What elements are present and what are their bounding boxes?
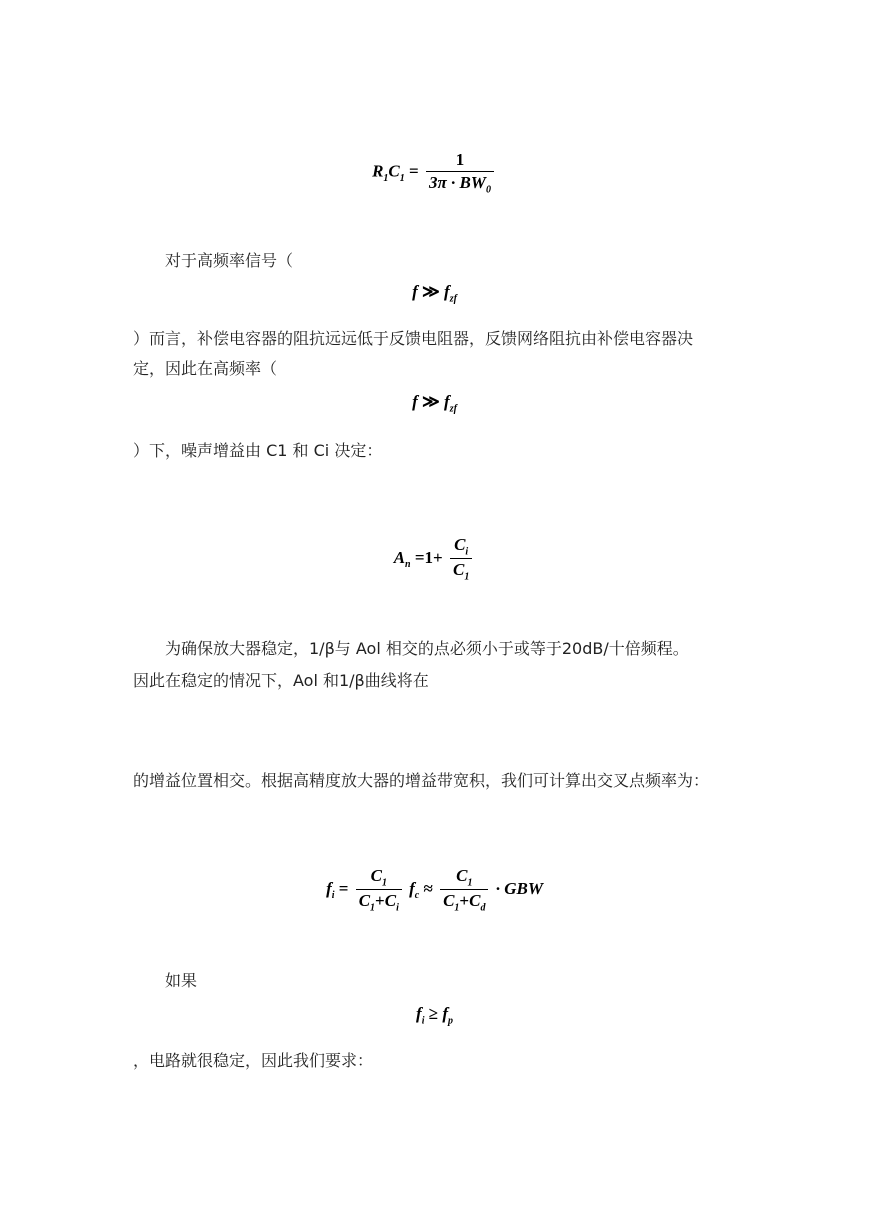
paragraph-7: ，电路就很稳定，因此我们要求：	[133, 1051, 374, 1070]
paragraph-5: 的增益位置相交。根据高精度放大器的增益带宽积，我们可计算出交叉点频率为：	[133, 771, 710, 790]
equation-fi-geq-fp	[0, 1004, 869, 1026]
eq4-a: A	[393, 547, 406, 567]
paragraph-4-line-2: 因此在稳定的情况下，Aol 和1/β曲线将在	[133, 671, 429, 690]
eq5-numerator-2	[440, 866, 488, 890]
eq2-f: f	[412, 282, 418, 301]
eq2-op: ≫	[421, 282, 440, 301]
eq5-numerator-1	[356, 866, 402, 890]
eq5-den2-b: C	[469, 891, 481, 911]
eq5-fc: f	[409, 878, 415, 898]
eq5-num1: C	[370, 866, 382, 885]
paragraph-3: ）下，噪声增益由 C1 和 Ci 决定：	[133, 441, 383, 460]
equation-r1c1	[0, 150, 869, 195]
eq5-den2-a: C	[443, 891, 455, 911]
eq5-den1-a: C	[358, 891, 371, 911]
eq5-den2-plus: +	[459, 891, 470, 911]
eq4-den: C	[452, 560, 465, 580]
equation-crossover-frequency	[0, 866, 869, 914]
eq1-denominator	[426, 172, 494, 195]
eq4-numerator	[450, 535, 472, 559]
eq3-f2: f	[444, 392, 450, 411]
eq4-a-sub: n	[405, 559, 411, 571]
paragraph-1: 对于高频率信号（	[165, 251, 294, 270]
eq1-c: C	[388, 161, 400, 181]
eq4-denominator	[450, 559, 472, 582]
eq5-den1-b: C	[384, 891, 397, 911]
paragraph-2-line-1: ）而言，补偿电容器的阻抗远远低于反馈电阻器，反馈网络阻抗由补偿电容器决	[133, 329, 694, 348]
eq4-num: C	[454, 535, 466, 554]
eq5-approx: ≈	[423, 878, 433, 898]
eq1-numerator: 1	[426, 150, 494, 172]
eq5-denominator-2	[440, 890, 488, 913]
eq5-den1-b-sub: i	[396, 902, 399, 914]
equation-f-much-greater-1	[0, 282, 869, 304]
eq1-fraction	[426, 150, 494, 195]
eq6-f2-sub: p	[447, 1015, 453, 1027]
equation-noise-gain	[0, 535, 869, 583]
eq6-f2: f	[442, 1004, 448, 1023]
eq5-denominator-1	[356, 890, 402, 913]
eq5-num2: C	[456, 866, 468, 885]
eq4-num-sub: i	[465, 546, 469, 558]
eq1-den-sub: 0	[485, 184, 491, 196]
eq4-one-plus: 1+	[424, 547, 443, 567]
eq5-den1-a-sub: 1	[370, 902, 376, 914]
eq2-f2: f	[444, 282, 450, 301]
eq6-f-sub: i	[421, 1015, 425, 1027]
eq4-fraction	[450, 535, 472, 583]
eq5-fraction-1	[356, 866, 402, 914]
eq5-f: f	[326, 878, 332, 898]
paragraph-6: 如果	[165, 971, 198, 990]
eq5-den1-plus: +	[375, 891, 385, 911]
eq5-den2-b-sub: d	[480, 902, 486, 914]
eq6-f: f	[416, 1004, 422, 1023]
eq5-num1-sub: 1	[381, 877, 387, 889]
eq5-f-sub: i	[331, 890, 335, 902]
eq5-fc-sub: c	[414, 890, 420, 902]
equation-f-much-greater-2	[0, 392, 869, 414]
eq3-op: ≫	[421, 392, 440, 411]
paragraph-2-line-2: 定，因此在高频率（	[133, 359, 278, 378]
eq5-den2-a-sub: 1	[454, 902, 460, 914]
eq1-r-sub: 1	[383, 173, 389, 184]
paragraph-4-line-1: 为确保放大器稳定，1/β与 Aol 相交的点必须小于或等于20dB/十倍频程。	[165, 639, 689, 658]
eq1-den-text: 3π · BW	[428, 173, 486, 192]
eq3-sub: zf	[449, 403, 457, 415]
eq1-r: R	[372, 161, 384, 181]
eq5-fraction-2	[440, 866, 488, 914]
eq4-equals: =	[414, 547, 425, 567]
eq6-op: ≥	[428, 1004, 439, 1023]
eq5-equals: =	[338, 878, 349, 898]
eq1-equals: =	[409, 161, 419, 181]
eq1-c-sub: 1	[399, 173, 405, 184]
eq5-tail: · GBW	[495, 878, 543, 898]
eq3-f: f	[412, 392, 418, 411]
eq4-den-sub: 1	[464, 571, 470, 583]
eq2-sub: zf	[449, 293, 457, 305]
eq5-num2-sub: 1	[467, 877, 473, 889]
